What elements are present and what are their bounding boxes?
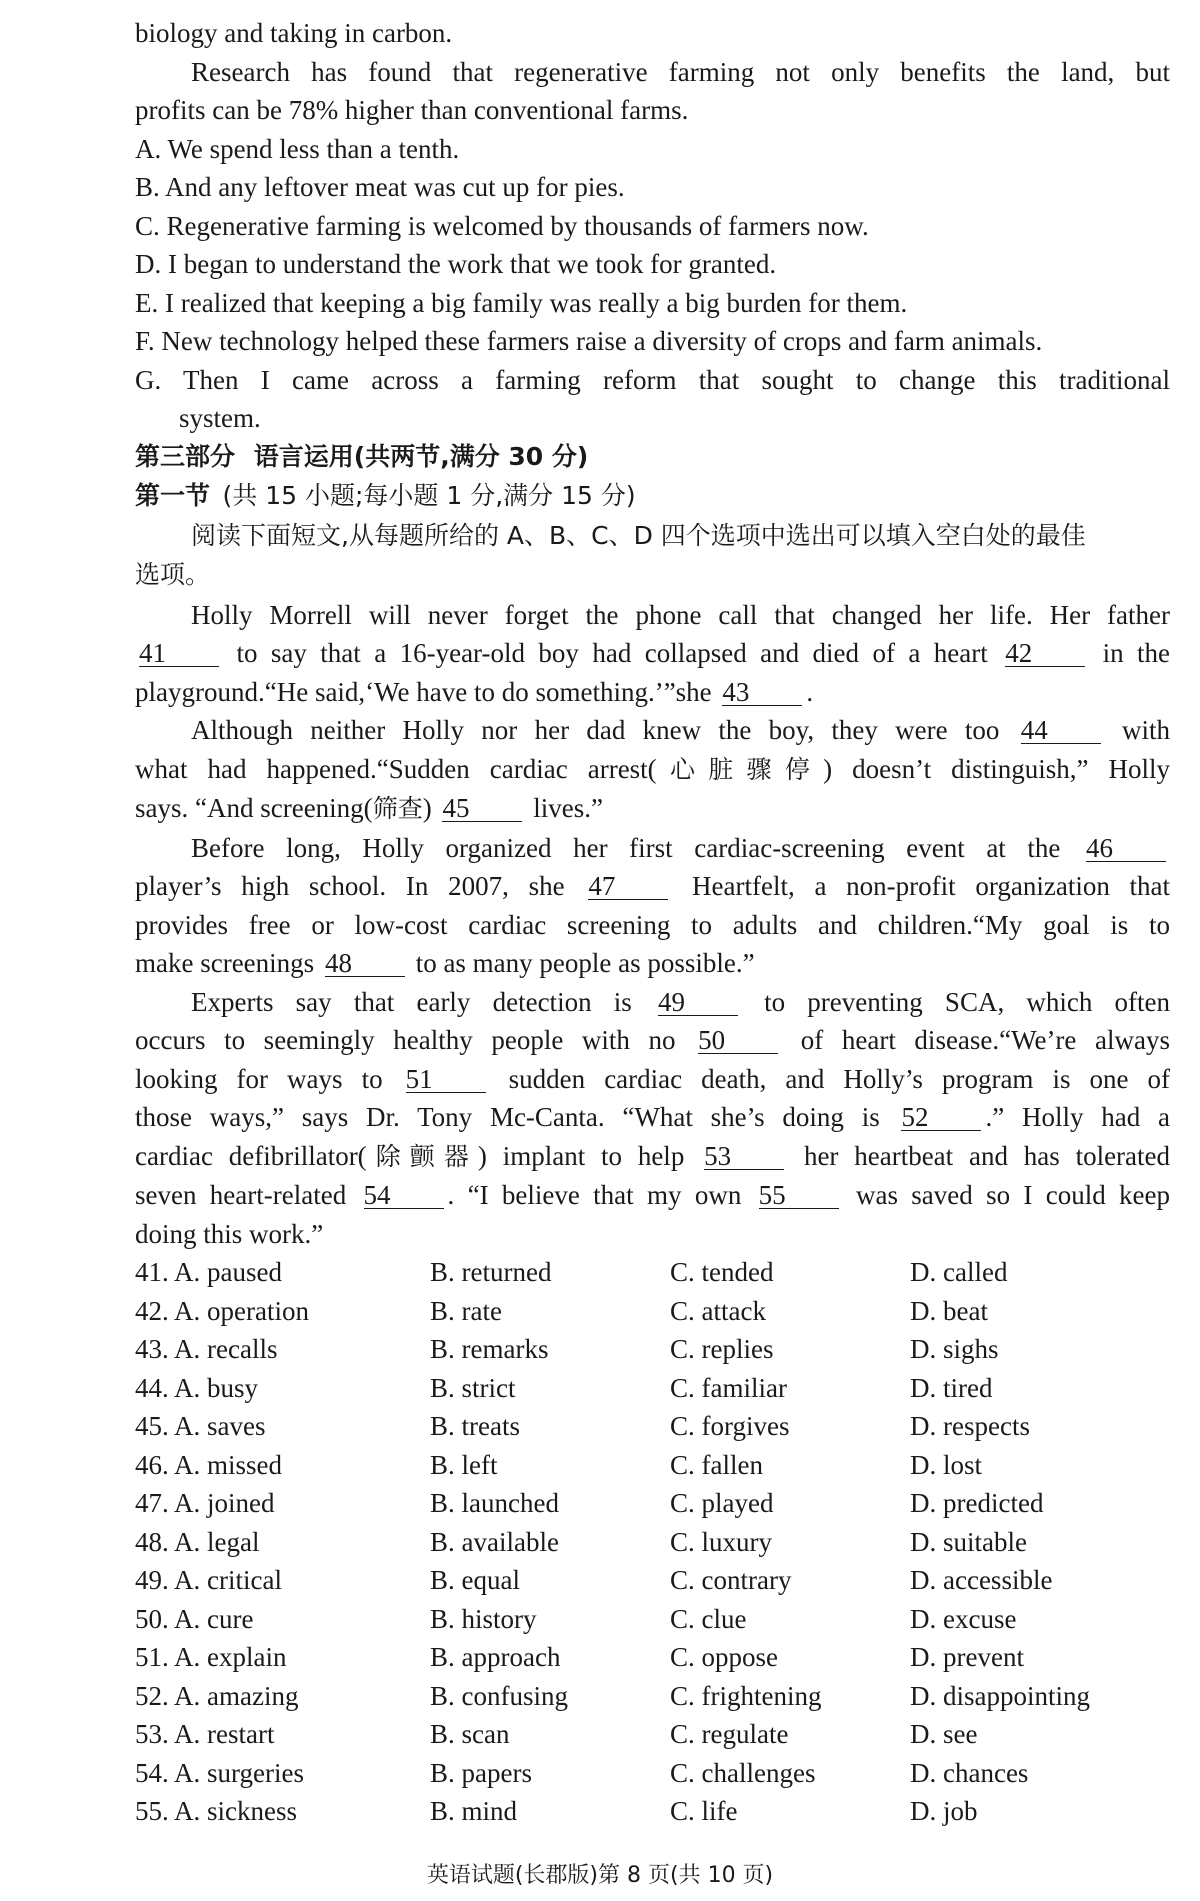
question-45 — [135, 1407, 1170, 1446]
blank-45: 45 — [442, 795, 522, 822]
choice-d: D. lost — [910, 1449, 983, 1480]
choice-d: D. job — [910, 1796, 978, 1826]
choice-b: B. returned — [430, 1257, 552, 1287]
cloze-text: to say that a 16-year-old boy had collapsed and died of a heart — [236, 638, 988, 668]
exam-page — [135, 14, 1170, 1831]
cloze-text: ) — [422, 793, 432, 823]
part-three-subtitle: 语言运用(共两节,满分 30 分) — [253, 441, 589, 471]
choice-a: 50. A. cure — [135, 1603, 254, 1634]
choice-a: 55. A. sickness — [135, 1796, 297, 1826]
cloze-gloss: 筛查 — [372, 794, 423, 823]
cloze-line — [135, 1060, 1170, 1099]
cloze-text: to preventing SCA, which often — [764, 986, 1171, 1017]
question-47 — [135, 1484, 1170, 1523]
cloze-text: those ways,” says Dr. Tony Mc-Canta. “What she’s doing is — [135, 1102, 880, 1132]
cloze-line — [135, 983, 1170, 1022]
cloze-line — [135, 789, 1170, 829]
choice-c: C. life — [670, 1796, 738, 1826]
cloze-line — [135, 867, 1170, 906]
cloze-text: says. “And screening( — [135, 793, 373, 823]
option-f: F. New technology helped these farmers raise a diversity of crops and farm animals. — [135, 326, 1043, 356]
choice-c: C. contrary — [670, 1565, 792, 1595]
question-53 — [135, 1715, 1170, 1754]
part-three-heading — [135, 438, 1170, 478]
cloze-text: looking for ways to — [135, 1063, 383, 1094]
option-g: G. Then I came across a farming reform that sought to change this traditional — [135, 364, 1170, 395]
choice-a: 52. A. amazing — [135, 1680, 299, 1711]
blank-42: 42 — [1005, 640, 1085, 667]
instructions — [135, 517, 1170, 557]
cloze-text: what had happened.“Sudden cardiac arrest( — [135, 753, 657, 784]
choice-b: B. equal — [430, 1565, 520, 1595]
choice-d: D. called — [910, 1257, 1008, 1287]
question-55 — [135, 1792, 1170, 1831]
cloze-text: Before long, Holly organized her first cardiac-screening event at the — [191, 832, 1061, 863]
cloze-text: player’s high school. In 2007, she — [135, 871, 565, 901]
cloze-text: sudden cardiac death, and Holly’s program is one of — [508, 1063, 1171, 1094]
choice-a: 45. A. saves — [135, 1411, 266, 1441]
cloze-text: playground.“He said,‘We have to do something.’”she — [135, 676, 712, 707]
cloze-text: . — [806, 676, 814, 707]
cloze-text: was saved so I could keep — [855, 1180, 1171, 1210]
cloze-text: make screenings — [135, 948, 315, 978]
choice-b: B. confusing — [430, 1680, 568, 1711]
choice-b: B. mind — [430, 1796, 518, 1826]
cloze-text: seven heart-related — [135, 1180, 347, 1210]
choice-c: C. regulate — [670, 1719, 789, 1749]
choice-d: D. see — [910, 1719, 978, 1749]
passage-line: profits can be 78% higher than conventional farms. — [135, 95, 689, 125]
cloze-text: ) doesn’t distinguish,” Holly — [823, 753, 1170, 784]
blank-50: 50 — [698, 1027, 778, 1054]
choice-d: D. sighs — [910, 1334, 999, 1364]
choice-d: D. suitable — [910, 1526, 1027, 1557]
choice-c: C. attack — [670, 1295, 766, 1326]
choice-a: 43. A. recalls — [135, 1334, 278, 1364]
choice-b: B. papers — [430, 1757, 532, 1788]
cloze-text: Experts say that early detection is — [191, 986, 632, 1017]
section-one-title: 第一节 — [135, 481, 211, 510]
cloze-line — [135, 750, 1170, 790]
cloze-line — [135, 1137, 1170, 1177]
cloze-line — [135, 944, 1170, 983]
question-41 — [135, 1253, 1170, 1292]
blank-43: 43 — [722, 679, 802, 706]
choice-a: 46. A. missed — [135, 1449, 283, 1480]
part-three-title: 第三部分 — [135, 441, 236, 471]
blank-54: 54 — [364, 1182, 444, 1209]
cloze-line — [135, 1176, 1170, 1215]
choice-a: 51. A. explain — [135, 1642, 287, 1672]
question-50 — [135, 1600, 1170, 1639]
passage-line: biology and taking in carbon. — [135, 18, 453, 48]
question-51 — [135, 1638, 1170, 1677]
passage-line: Research has found that regenerative farming not only benefits the land, but — [191, 56, 1170, 87]
choice-a: 42. A. operation — [135, 1295, 309, 1326]
instructions-continued — [135, 556, 1170, 596]
choice-a: 49. A. critical — [135, 1565, 282, 1595]
cloze-line — [135, 634, 1170, 673]
choice-c: C. played — [670, 1488, 774, 1518]
choice-a: 54. A. surgeries — [135, 1757, 304, 1788]
choice-c: C. oppose — [670, 1642, 778, 1672]
choice-b: B. available — [430, 1526, 559, 1557]
cloze-line — [135, 1021, 1170, 1060]
question-48 — [135, 1523, 1170, 1562]
choice-d: D. beat — [910, 1295, 988, 1326]
instructions-line: 阅读下面短文,从每题所给的 A、B、C、D 四个选项中选出可以填入空白处的最佳 — [191, 520, 1086, 550]
cloze-text: to as many people as possible.” — [415, 948, 755, 978]
choice-d: D. excuse — [910, 1603, 1017, 1634]
cloze-line: provides free or low-cost cardiac screening to adults and children.“My goal is to — [135, 909, 1170, 940]
choice-d: D. respects — [910, 1411, 1030, 1441]
choice-c: C. clue — [670, 1603, 747, 1634]
question-49 — [135, 1561, 1170, 1600]
blank-55: 55 — [759, 1182, 839, 1209]
question-42 — [135, 1292, 1170, 1331]
section-one-heading — [135, 477, 1170, 517]
cloze-gloss: 除颤器 — [366, 1141, 478, 1171]
cloze-text: . “I believe that my own — [447, 1180, 742, 1210]
blank-51: 51 — [406, 1066, 486, 1093]
blank-49: 49 — [658, 989, 738, 1016]
choice-c: C. luxury — [670, 1526, 773, 1557]
blank-52: 52 — [901, 1104, 981, 1131]
page-footer: 英语试题(长郡版)第 8 页(共 10 页) — [426, 1863, 774, 1888]
option-g-continued: system. — [179, 403, 261, 433]
choice-a: 44. A. busy — [135, 1372, 259, 1403]
choice-b: B. launched — [430, 1488, 559, 1518]
choice-b: B. left — [430, 1449, 498, 1480]
choice-c: C. replies — [670, 1334, 774, 1364]
choice-b: B. remarks — [430, 1334, 549, 1364]
choice-b: B. history — [430, 1603, 537, 1634]
choice-d: D. disappointing — [910, 1680, 1090, 1711]
question-52 — [135, 1677, 1170, 1716]
option-c: C. Regenerative farming is welcomed by thousands of farmers now. — [135, 210, 869, 241]
choice-d: D. chances — [910, 1757, 1029, 1788]
choice-b: B. rate — [430, 1295, 502, 1326]
cloze-text: occurs to seemingly healthy people with no — [135, 1025, 676, 1055]
cloze-line — [135, 673, 1170, 712]
choice-c: C. frightening — [670, 1680, 822, 1711]
choice-b: B. scan — [430, 1719, 510, 1749]
choice-b: B. treats — [430, 1411, 520, 1441]
cloze-line — [135, 1098, 1170, 1137]
option-b: B. And any leftover meat was cut up for pies. — [135, 172, 625, 202]
answer-options — [135, 1253, 1170, 1831]
choice-d: D. predicted — [910, 1488, 1044, 1518]
choice-c: C. challenges — [670, 1757, 816, 1788]
choice-a: 41. A. paused — [135, 1257, 282, 1287]
cloze-text: ) implant to help — [477, 1140, 685, 1171]
option-a: A. We spend less than a tenth. — [135, 133, 460, 164]
choice-c: C. fallen — [670, 1449, 763, 1480]
cloze-text: .” Holly had a — [985, 1102, 1171, 1132]
cloze-text: with — [1121, 715, 1170, 745]
question-44 — [135, 1369, 1170, 1408]
cloze-line — [135, 829, 1170, 868]
choice-d: D. tired — [910, 1372, 993, 1403]
option-e: E. I realized that keeping a big family was really a big burden for them. — [135, 287, 908, 318]
choice-a: 48. A. legal — [135, 1526, 260, 1557]
cloze-line: doing this work.” — [135, 1218, 324, 1249]
question-46 — [135, 1446, 1170, 1485]
cloze-text: Although neither Holly nor her dad knew the boy, they were too — [191, 715, 1000, 745]
choice-c: C. tended — [670, 1257, 774, 1287]
cloze-gloss: 心脏骤停 — [656, 754, 824, 784]
cloze-text: her heartbeat and has tolerated — [803, 1140, 1171, 1171]
choice-a: 47. A. joined — [135, 1488, 275, 1518]
choice-a: 53. A. restart — [135, 1719, 275, 1749]
section-one-subtitle: (共 15 小题;每小题 1 分,满分 15 分) — [222, 481, 636, 510]
choice-b: B. strict — [430, 1372, 516, 1403]
choice-d: D. accessible — [910, 1565, 1053, 1595]
cloze-text: Heartfelt, a non-profit organization that — [692, 871, 1171, 901]
blank-41: 41 — [139, 640, 219, 667]
instructions-line: 选项。 — [135, 560, 211, 589]
question-54 — [135, 1754, 1170, 1793]
choice-b: B. approach — [430, 1642, 561, 1672]
cloze-line: Holly Morrell will never forget the phone call that changed her life. Her father — [191, 599, 1170, 630]
cloze-text: in the — [1102, 638, 1171, 668]
cloze-text: cardiac defibrillator( — [135, 1140, 367, 1171]
cloze-text: lives.” — [533, 793, 603, 823]
blank-46: 46 — [1086, 835, 1166, 862]
blank-53: 53 — [704, 1143, 784, 1170]
question-43 — [135, 1330, 1170, 1369]
choice-c: C. familiar — [670, 1372, 787, 1403]
blank-48: 48 — [325, 950, 405, 977]
cloze-line — [135, 711, 1170, 750]
option-d: D. I began to understand the work that we took for granted. — [135, 249, 777, 279]
choice-c: C. forgives — [670, 1411, 790, 1441]
choice-d: D. prevent — [910, 1642, 1024, 1672]
blank-47: 47 — [588, 873, 668, 900]
blank-44: 44 — [1021, 717, 1101, 744]
cloze-text: of heart disease.“We’re always — [800, 1025, 1170, 1055]
